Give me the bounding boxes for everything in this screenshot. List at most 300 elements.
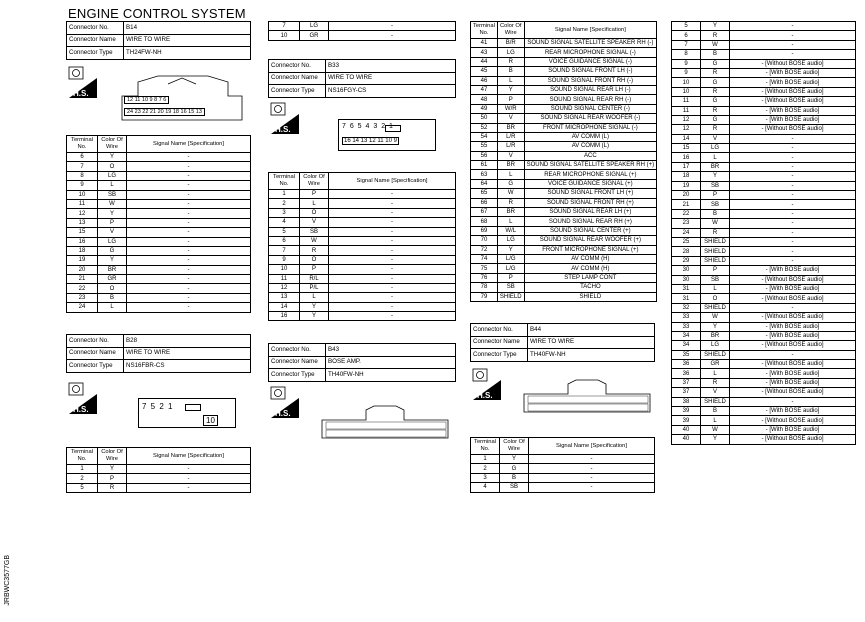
wire-color-cell: W/R — [497, 104, 524, 113]
signal-cell: - — [730, 40, 856, 49]
terminal-cell: 28 — [672, 247, 701, 256]
wire-color-cell: V — [701, 388, 730, 397]
signal-cell: - — [730, 162, 856, 171]
label-connector-no: Connector No. — [269, 344, 326, 357]
signal-cell: - — [329, 255, 456, 264]
table-row — [672, 331, 856, 340]
terminal-cell: 3 — [471, 473, 500, 482]
terminal-cell: 75 — [471, 264, 498, 273]
terminal-cell: 9 — [269, 255, 300, 264]
b14-connector-name: WIRE TO WIRE — [124, 34, 251, 47]
terminal-cell: 6 — [67, 153, 98, 162]
terminal-cell: 14 — [672, 134, 701, 143]
b44-connector-name: WIRE TO WIRE — [528, 336, 655, 349]
signal-cell: SOUND SIGNAL SATELLITE SPEAKER RH (-) — [524, 39, 657, 48]
b43-connector-face — [320, 404, 450, 440]
b33-connector-name: WIRE TO WIRE — [326, 72, 456, 85]
signal-cell: TACHO — [524, 283, 657, 292]
wire-color-cell: V — [701, 134, 730, 143]
wire-color-cell: L — [98, 303, 127, 312]
terminal-cell: 16 — [67, 237, 98, 246]
table-row — [67, 199, 251, 208]
signal-cell: AV COMM (L) — [524, 142, 657, 151]
wire-color-cell: O — [98, 162, 127, 171]
wire-color-cell: GR — [300, 31, 329, 40]
col-wire-color: Color Of Wire — [300, 173, 329, 190]
signal-cell: VOICE GUIDANCE SIGNAL (-) — [524, 57, 657, 66]
wire-color-cell: R — [701, 125, 730, 134]
signal-cell: FRONT MICROPHONE SIGNAL (-) — [524, 123, 657, 132]
terminal-cell: 19 — [672, 181, 701, 190]
table-row — [67, 483, 251, 492]
terminal-cell: 2 — [67, 474, 98, 483]
table-row — [672, 200, 856, 209]
signal-cell: - — [529, 473, 655, 482]
wire-color-cell: R/L — [300, 274, 329, 283]
terminal-cell: 31 — [672, 294, 701, 303]
wire-color-cell: L — [701, 284, 730, 293]
b33-pin-table — [268, 172, 456, 321]
signal-cell: - — [127, 293, 251, 302]
wire-color-cell: Y — [98, 256, 127, 265]
wire-color-cell: O — [300, 208, 329, 217]
terminal-cell: 7 — [672, 40, 701, 49]
signal-cell: - [With BOSE audio] — [730, 425, 856, 434]
signal-cell: - [Without BOSE audio] — [730, 388, 856, 397]
table-row — [471, 464, 655, 473]
terminal-cell: 10 — [672, 87, 701, 96]
wire-color-cell: Y — [497, 85, 524, 94]
harness-symbol-icon — [68, 382, 98, 414]
label-connector-type: Connector Type — [67, 47, 124, 60]
signal-cell: - — [329, 265, 456, 274]
terminal-cell: 22 — [67, 284, 98, 293]
label-connector-no: Connector No. — [269, 60, 326, 73]
signal-cell: REAR MICROPHONE SIGNAL (+) — [524, 170, 657, 179]
signal-cell: - — [329, 31, 456, 40]
col-signal: Signal Name [Specification] — [127, 136, 251, 153]
b14-connector-type: TH24FW-NH — [124, 47, 251, 60]
signal-cell: - [Without BOSE audio] — [730, 87, 856, 96]
wire-color-cell: Y — [300, 312, 329, 321]
wire-color-cell: B — [98, 293, 127, 302]
signal-cell: - — [730, 153, 856, 162]
signal-cell: - — [127, 483, 251, 492]
b33-pins-top: 7 6 5 4 3 2 1 — [342, 123, 394, 130]
table-row — [672, 341, 856, 350]
signal-cell: - — [329, 190, 456, 199]
table-row — [269, 293, 456, 302]
b44-hs-icon — [472, 368, 502, 405]
terminal-cell: 10 — [269, 31, 300, 40]
label-connector-name: Connector Name — [269, 72, 326, 85]
signal-cell: - — [529, 455, 655, 464]
table-row — [672, 191, 856, 200]
terminal-cell: 30 — [672, 275, 701, 284]
wire-color-cell: B/R — [497, 39, 524, 48]
wire-color-cell: O — [701, 294, 730, 303]
hs-label: H.S. — [73, 405, 89, 414]
table-row — [471, 39, 657, 48]
table-row — [269, 227, 456, 236]
b43-hs-icon — [270, 386, 300, 423]
b28-pins-bottom: 10 — [203, 415, 218, 426]
terminal-cell: 36 — [672, 360, 701, 369]
signal-cell: - [With BOSE audio] — [730, 68, 856, 77]
wire-color-cell: Y — [98, 153, 127, 162]
signal-cell: SOUND SIGNAL FRONT RH (-) — [524, 76, 657, 85]
signal-cell: - [With BOSE audio] — [730, 407, 856, 416]
wire-color-cell: LG — [300, 22, 329, 31]
terminal-cell: 2 — [471, 464, 500, 473]
table-row — [672, 106, 856, 115]
terminal-cell: 43 — [471, 48, 498, 57]
terminal-cell: 78 — [471, 283, 498, 292]
table-row — [471, 85, 657, 94]
terminal-cell: 18 — [67, 246, 98, 255]
terminal-cell: 5 — [67, 483, 98, 492]
wire-color-cell: B — [500, 473, 529, 482]
terminal-cell: 22 — [672, 209, 701, 218]
b33-connector-face — [338, 119, 436, 151]
wire-color-cell: SHIELD — [701, 350, 730, 359]
table-row — [672, 388, 856, 397]
wire-color-cell: G — [98, 246, 127, 255]
wire-color-cell: GR — [98, 275, 127, 284]
signal-cell: - [Without BOSE audio] — [730, 125, 856, 134]
wire-color-cell: G — [701, 59, 730, 68]
wire-color-cell: P — [497, 273, 524, 282]
b28-hs-icon — [68, 382, 98, 419]
table-row — [471, 292, 657, 301]
wire-color-cell: P — [98, 218, 127, 227]
table-row — [471, 245, 657, 254]
terminal-cell: 46 — [471, 76, 498, 85]
terminal-cell: 9 — [672, 68, 701, 77]
signal-cell: SOUND SIGNAL FRONT LH (-) — [524, 67, 657, 76]
table-row — [67, 265, 251, 274]
b14-connector-no: B14 — [124, 22, 251, 35]
wire-color-cell: Y — [701, 322, 730, 331]
wire-color-cell: SHIELD — [701, 397, 730, 406]
terminal-cell: 40 — [672, 425, 701, 434]
label-connector-type: Connector Type — [269, 369, 326, 382]
wire-color-cell: R — [701, 31, 730, 40]
wire-color-cell: SB — [300, 227, 329, 236]
signal-cell: - — [329, 236, 456, 245]
wire-color-cell: R — [300, 246, 329, 255]
terminal-cell: 29 — [672, 256, 701, 265]
table-row — [67, 190, 251, 199]
wire-color-cell: Y — [98, 209, 127, 218]
terminal-cell: 36 — [672, 369, 701, 378]
terminal-cell: 5 — [269, 227, 300, 236]
terminal-cell: 39 — [672, 407, 701, 416]
table-row — [672, 360, 856, 369]
wire-color-cell: W — [701, 425, 730, 434]
signal-cell: - — [730, 237, 856, 246]
terminal-cell: 21 — [672, 200, 701, 209]
table-row — [672, 209, 856, 218]
terminal-cell: 1 — [269, 190, 300, 199]
label-connector-name: Connector Name — [67, 34, 124, 47]
wire-color-cell: R — [98, 483, 127, 492]
wire-color-cell: L/R — [497, 132, 524, 141]
signal-cell: - — [329, 246, 456, 255]
wire-color-cell: SB — [701, 181, 730, 190]
table-row — [67, 293, 251, 302]
terminal-cell: 49 — [471, 104, 498, 113]
wire-color-cell: P — [497, 95, 524, 104]
b28-connector-name: WIRE TO WIRE — [124, 347, 251, 360]
b28-pins-top: 7 5 2 1 — [142, 402, 174, 411]
table-row — [471, 226, 657, 235]
wire-color-cell: V — [300, 218, 329, 227]
signal-cell: SOUND SIGNAL SATELLITE SPEAKER RH (+) — [524, 161, 657, 170]
table-row — [471, 123, 657, 132]
terminal-cell: 65 — [471, 189, 498, 198]
signal-cell: - — [730, 256, 856, 265]
b14-connector-face — [118, 74, 246, 122]
terminal-cell: 54 — [471, 132, 498, 141]
wire-color-cell: P — [701, 191, 730, 200]
signal-cell: SOUND SIGNAL FRONT RH (+) — [524, 198, 657, 207]
signal-cell: SOUND SIGNAL REAR LH (-) — [524, 85, 657, 94]
signal-cell: - — [730, 247, 856, 256]
terminal-cell: 15 — [672, 144, 701, 153]
terminal-cell: 7 — [269, 22, 300, 31]
wire-color-cell: P — [300, 265, 329, 274]
table-row — [672, 115, 856, 124]
table-row — [67, 228, 251, 237]
b43-connector-name: BOSE AMP. — [326, 356, 456, 369]
wire-color-cell: L — [98, 181, 127, 190]
table-row — [672, 378, 856, 387]
b33-connector-info — [268, 59, 456, 98]
signal-cell: - — [730, 219, 856, 228]
wire-color-cell: W — [300, 236, 329, 245]
wire-color-cell: R — [701, 228, 730, 237]
b14-connector-info — [66, 21, 251, 60]
wire-color-cell: O — [300, 255, 329, 264]
signal-cell: - — [329, 274, 456, 283]
table-row — [269, 190, 456, 199]
terminal-cell: 19 — [67, 256, 98, 265]
b33-pins-bottom: 16 14 13 12 11 10 9 — [344, 138, 397, 144]
terminal-cell: 66 — [471, 198, 498, 207]
table-row — [672, 247, 856, 256]
table-row — [672, 144, 856, 153]
hs-label: H.S. — [275, 409, 291, 418]
terminal-cell: 16 — [672, 153, 701, 162]
signal-cell: - [With BOSE audio] — [730, 378, 856, 387]
signal-cell: - — [127, 237, 251, 246]
table-row — [67, 218, 251, 227]
table-row — [672, 68, 856, 77]
table-row — [672, 153, 856, 162]
wire-color-cell: SHIELD — [701, 237, 730, 246]
signal-cell: - — [127, 181, 251, 190]
signal-cell: VOICE GUIDANCE SIGNAL (+) — [524, 179, 657, 188]
signal-cell: - — [730, 134, 856, 143]
table-row — [672, 40, 856, 49]
terminal-cell: 52 — [471, 123, 498, 132]
b44-pin-table — [470, 437, 655, 493]
terminal-cell: 72 — [471, 245, 498, 254]
wire-color-cell: L — [497, 170, 524, 179]
terminal-cell: 64 — [471, 179, 498, 188]
wire-color-cell: BR — [497, 208, 524, 217]
signal-cell: - — [730, 303, 856, 312]
terminal-cell: 44 — [471, 57, 498, 66]
signal-cell: - [With BOSE audio] — [730, 115, 856, 124]
label-connector-type: Connector Type — [269, 85, 326, 98]
terminal-cell: 9 — [672, 59, 701, 68]
terminal-cell: 63 — [471, 170, 498, 179]
wire-color-cell: L/G — [497, 254, 524, 263]
b14-pins-top: 12 11 10 9 8 7 6 — [124, 96, 169, 104]
wire-color-cell: W — [701, 40, 730, 49]
table-row — [471, 170, 657, 179]
table-row — [269, 312, 456, 321]
terminal-cell: 68 — [471, 217, 498, 226]
terminal-cell: 11 — [672, 97, 701, 106]
table-row — [269, 246, 456, 255]
table-row — [672, 284, 856, 293]
b43-connector-no: B43 — [326, 344, 456, 357]
wire-color-cell: R — [701, 87, 730, 96]
terminal-cell: 24 — [67, 303, 98, 312]
b28-connector-type: NS16FBR-CS — [124, 360, 251, 373]
b14-pins-bottom: 24 23 22 21 20 19 18 16 15 13 — [124, 108, 205, 116]
wire-color-cell: G — [701, 115, 730, 124]
signal-cell: - [Without BOSE audio] — [730, 341, 856, 350]
b43-pin-table — [470, 21, 657, 302]
signal-cell: - — [127, 199, 251, 208]
terminal-cell: 8 — [672, 50, 701, 59]
terminal-cell: 34 — [672, 341, 701, 350]
table-row — [269, 255, 456, 264]
b14-pin-table — [66, 135, 251, 313]
wire-color-cell: P — [98, 474, 127, 483]
terminal-cell: 25 — [672, 237, 701, 246]
table-row — [269, 208, 456, 217]
wire-color-cell: SB — [98, 190, 127, 199]
terminal-cell: 13 — [67, 218, 98, 227]
wire-color-cell: G — [701, 97, 730, 106]
table-row — [471, 104, 657, 113]
table-row — [67, 153, 251, 162]
table-row — [67, 474, 251, 483]
table-row — [269, 22, 456, 31]
terminal-cell: 74 — [471, 254, 498, 263]
table-row — [67, 275, 251, 284]
wire-color-cell: SHIELD — [701, 247, 730, 256]
terminal-cell: 12 — [269, 283, 300, 292]
signal-cell: SHIELD — [524, 292, 657, 301]
signal-cell: - [With BOSE audio] — [730, 266, 856, 275]
col-signal: Signal Name [Specification] — [329, 173, 456, 190]
signal-cell: - — [329, 283, 456, 292]
signal-cell: - [Without BOSE audio] — [730, 313, 856, 322]
table-row — [672, 407, 856, 416]
terminal-cell: 34 — [672, 331, 701, 340]
terminal-cell: 14 — [269, 302, 300, 311]
terminal-cell: 37 — [672, 378, 701, 387]
wire-color-cell: LG — [98, 237, 127, 246]
connector-latch-icon — [385, 125, 401, 132]
signal-cell: - [With BOSE audio] — [730, 322, 856, 331]
table-row — [672, 181, 856, 190]
signal-cell: SOUND SIGNAL CENTER (+) — [524, 226, 657, 235]
table-row — [672, 59, 856, 68]
wire-color-cell: Y — [701, 435, 730, 444]
b33-connector-no: B33 — [326, 60, 456, 73]
terminal-cell: 47 — [471, 85, 498, 94]
table-row — [672, 22, 856, 31]
signal-cell: - — [730, 209, 856, 218]
b43-connector-type: TH40FW-NH — [326, 369, 456, 382]
terminal-cell: 21 — [67, 275, 98, 284]
table-row — [672, 275, 856, 284]
table-row — [672, 125, 856, 134]
wire-color-cell: SB — [701, 275, 730, 284]
b44-connector-face — [522, 378, 652, 414]
terminal-cell: 6 — [672, 31, 701, 40]
table-row — [471, 208, 657, 217]
table-row — [67, 162, 251, 171]
b28-pin-table — [66, 447, 251, 493]
terminal-cell: 16 — [269, 312, 300, 321]
page-title: ENGINE CONTROL SYSTEM — [68, 6, 246, 21]
wire-color-cell: LG — [98, 171, 127, 180]
table-row — [672, 162, 856, 171]
signal-cell: - — [127, 256, 251, 265]
signal-cell: - — [329, 302, 456, 311]
signal-cell: - [Without BOSE audio] — [730, 435, 856, 444]
hs-label: H.S. — [477, 391, 493, 400]
signal-cell: SOUND SIGNAL REAR LH (+) — [524, 208, 657, 217]
label-connector-name: Connector Name — [471, 336, 528, 349]
table-row — [471, 57, 657, 66]
wire-color-cell: W — [98, 199, 127, 208]
wire-color-cell: V — [497, 151, 524, 160]
table-row — [672, 416, 856, 425]
signal-cell: - — [127, 246, 251, 255]
table-row — [471, 189, 657, 198]
terminal-cell: 55 — [471, 142, 498, 151]
terminal-cell: 10 — [67, 190, 98, 199]
b44-connector-type: TH40FW-NH — [528, 349, 655, 362]
table-row — [471, 254, 657, 263]
table-row — [269, 236, 456, 245]
table-row — [672, 350, 856, 359]
table-row — [471, 161, 657, 170]
signal-cell: - — [127, 284, 251, 293]
terminal-cell: 9 — [67, 181, 98, 190]
wire-color-cell: SHIELD — [497, 292, 524, 301]
signal-cell: - — [127, 171, 251, 180]
b33-connector-type: NS16FGY-CS — [326, 85, 456, 98]
wire-color-cell: LG — [701, 341, 730, 350]
terminal-cell: 33 — [672, 322, 701, 331]
harness-symbol-icon — [68, 66, 98, 98]
wire-color-cell: SB — [500, 483, 529, 492]
terminal-cell: 50 — [471, 114, 498, 123]
table-row — [471, 132, 657, 141]
signal-cell: - [Without BOSE audio] — [730, 416, 856, 425]
b33-hs-icon — [270, 102, 300, 139]
